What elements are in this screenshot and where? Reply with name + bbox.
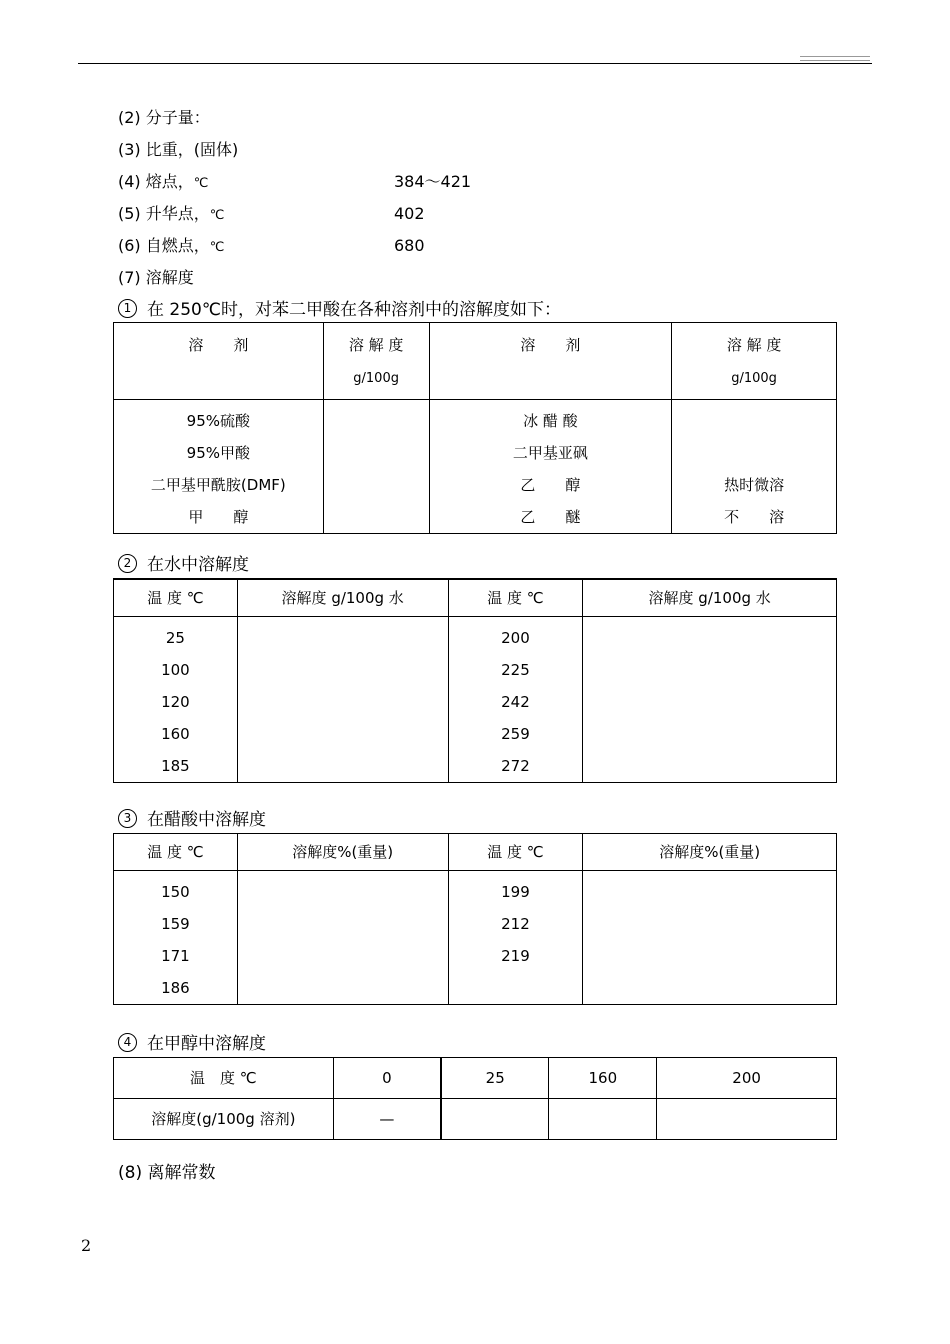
th-solubility-right: 溶解度 g/100g 水 — [583, 579, 837, 617]
list-item: 乙 醚 — [520, 508, 581, 526]
list-item: 272 — [501, 757, 530, 775]
list-item: 不 溶 — [724, 508, 785, 526]
list-item: 95%硫酸 — [186, 412, 251, 430]
property-sublimation-point: (5) 升华点，℃ 402 — [118, 204, 425, 223]
th-solubility-right: 溶解度%(重量) — [583, 834, 837, 871]
list-item: 185 — [161, 757, 190, 775]
property-specific-gravity: (3) 比重，(固体) — [118, 140, 239, 159]
cell-solubility — [657, 1099, 837, 1140]
right-temp-list — [448, 871, 583, 1005]
th-solubility-left: 溶 解 度 — [323, 323, 429, 368]
property-molecular-weight: (2) 分子量： — [118, 108, 210, 127]
th-solubility-left: 溶解度%(重量) — [237, 834, 448, 871]
header-mark — [800, 56, 870, 61]
th-temp-left: 温 度 ℃ — [114, 579, 238, 617]
right-solubility-cell — [583, 617, 837, 783]
list-item: 95%甲酸 — [186, 444, 251, 462]
property-dissociation-constant: (8) 离解常数 — [118, 1163, 216, 1183]
list-item: 219 — [501, 947, 530, 965]
list-item: 242 — [501, 693, 530, 711]
right-temp-list — [448, 617, 583, 783]
list-item: 120 — [161, 693, 190, 711]
list-item: 乙 醇 — [520, 476, 581, 494]
right-solvent-list — [429, 400, 672, 534]
th-temp-left: 温 度 ℃ — [114, 834, 238, 871]
autoignition-point-value: 680 — [394, 236, 425, 255]
th-unit-left: g/100g — [323, 367, 429, 400]
left-solvent-list — [114, 400, 324, 534]
section-2-title: 2 在水中溶解度 — [118, 554, 249, 576]
table-water-solubility — [113, 578, 837, 783]
row-label-temp: 温 度 ℃ — [114, 1058, 334, 1099]
list-item — [672, 437, 836, 469]
circled-number: 2 — [118, 554, 137, 573]
cell-temp: 25 — [441, 1058, 549, 1099]
cell-solubility — [549, 1099, 657, 1140]
section-4-title: 4 在甲醇中溶解度 — [118, 1033, 266, 1055]
list-item — [672, 405, 836, 437]
table-methanol-solubility — [113, 1057, 837, 1140]
right-solubility-list — [672, 400, 837, 534]
cell-solubility — [441, 1099, 549, 1140]
list-item: 199 — [501, 883, 530, 901]
property-melting-point: (4) 熔点，℃ 384～421 — [118, 172, 472, 191]
list-item: 225 — [501, 661, 530, 679]
left-solubility-cell — [323, 400, 429, 534]
list-item: 186 — [161, 979, 190, 997]
cell-temp: 160 — [549, 1058, 657, 1099]
th-solubility-right: 溶 解 度 — [672, 323, 837, 368]
cell-solubility: — — [333, 1099, 441, 1140]
sublimation-point-value: 402 — [394, 204, 425, 223]
list-item: 259 — [501, 725, 530, 743]
section-1-title: 1 在 250℃时，对苯二甲酸在各种溶剂中的溶解度如下： — [118, 299, 561, 321]
th-solubility-left: 溶解度 g/100g 水 — [237, 579, 448, 617]
list-item: 171 — [161, 947, 190, 965]
left-temp-list — [114, 617, 238, 783]
th-solvent-left: 溶 剂 — [114, 323, 324, 368]
section-3-title: 3 在醋酸中溶解度 — [118, 809, 266, 831]
th-solvent-right: 溶 剂 — [429, 323, 672, 368]
list-item: 150 — [161, 883, 190, 901]
list-item: 212 — [501, 915, 530, 933]
th-unit-right: g/100g — [672, 367, 837, 400]
list-item: 二甲基亚砜 — [512, 444, 588, 462]
list-item: 100 — [161, 661, 190, 679]
list-item: 200 — [501, 629, 530, 647]
melting-point-value: 384～421 — [394, 172, 472, 191]
property-solubility: (7) 溶解度 — [118, 268, 194, 287]
th-temp-right: 温 度 ℃ — [448, 834, 583, 871]
list-item: 二甲基甲酰胺(DMF) — [150, 476, 286, 494]
left-solubility-cell — [237, 871, 448, 1005]
list-item: 159 — [161, 915, 190, 933]
left-temp-list — [114, 871, 238, 1005]
list-item: 冰 醋 酸 — [523, 412, 578, 430]
page-number: 2 — [81, 1236, 92, 1255]
circled-number: 3 — [118, 809, 137, 828]
list-item: 热时微溶 — [724, 476, 785, 494]
table-solvent-solubility — [113, 322, 837, 534]
list-item: 160 — [161, 725, 190, 743]
circled-number: 1 — [118, 299, 137, 318]
th-temp-right: 温 度 ℃ — [448, 579, 583, 617]
cell-temp: 0 — [333, 1058, 441, 1099]
left-solubility-cell — [237, 617, 448, 783]
row-label-solubility: 溶解度(g/100g 溶剂) — [114, 1099, 334, 1140]
property-autoignition-point: (6) 自燃点，℃ 680 — [118, 236, 425, 255]
table-acetic-acid-solubility — [113, 833, 837, 1005]
list-item: 甲 醇 — [188, 508, 249, 526]
list-item: 25 — [165, 629, 185, 647]
header-rule — [78, 63, 872, 64]
circled-number: 4 — [118, 1033, 137, 1052]
cell-temp: 200 — [657, 1058, 837, 1099]
right-solubility-cell — [583, 871, 837, 1005]
